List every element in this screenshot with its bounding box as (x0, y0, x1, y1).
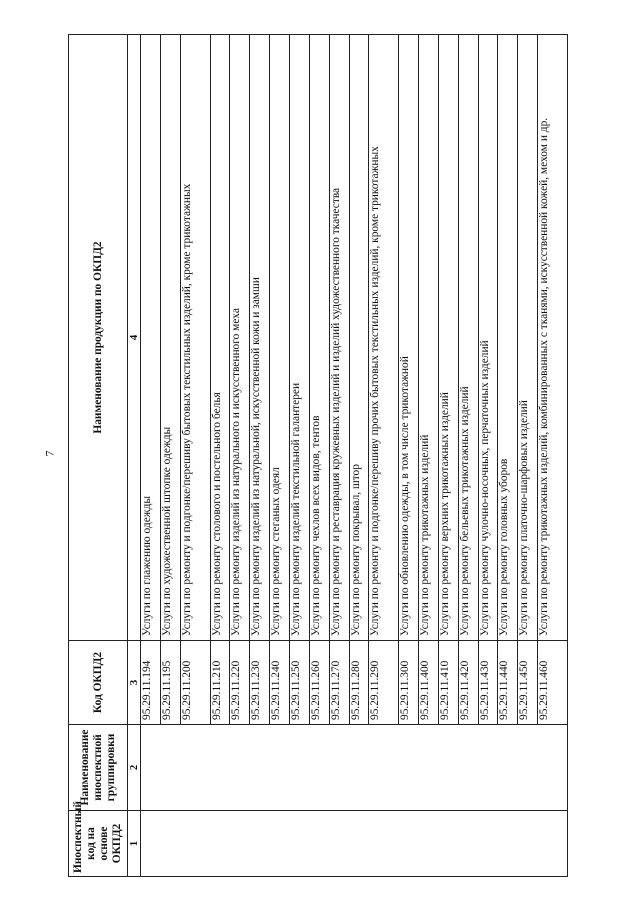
okpd2-code-cell: 95.29.11.300 (399, 641, 419, 725)
product-name-cell: Услуги по ремонту трикотажных изделий, комбинированных с тканями, искусственной кожей, мехом и др. (538, 35, 568, 641)
okpd2-code-cell: 95.29.11.240 (270, 641, 290, 725)
okpd2-code-cell: 95.29.11.410 (438, 641, 458, 725)
product-name-cell: Услуги по ремонту и реставрация кружевных изделий и изделий художественного ткачества (329, 35, 349, 641)
okpd2-code-cell: 95.29.11.280 (349, 641, 369, 725)
okpd2-code-cell: 95.29.11.220 (230, 641, 250, 725)
product-name-cell: Услуги по художественной штопке одежды (160, 35, 180, 641)
okpd2-table (68, 34, 568, 877)
empty-inospect-code-cell (141, 811, 568, 877)
okpd2-code-cell: 95.29.11.450 (518, 641, 538, 725)
table-row (141, 35, 161, 877)
page-number: 7 (42, 450, 57, 457)
product-name-cell: Услуги по ремонту чехлов всех видов, тентов (309, 35, 329, 641)
okpd2-code-cell: 95.29.11.210 (210, 641, 230, 725)
okpd2-code-cell: 95.29.11.200 (180, 641, 210, 725)
header-group-name: Наименование иноспектной группировки (69, 725, 128, 811)
product-name-cell: Услуги по ремонту и подгонке/перешиву прочих бытовых текстильных изделий, кроме трикотажных (369, 35, 399, 641)
product-name-cell: Услуги по ремонту головных уборов (498, 35, 518, 641)
product-name-cell: Услуги по ремонту и подгонке/перешиву бытовых текстильных изделий, кроме трикотажных (180, 35, 210, 641)
product-name-cell: Услуги по ремонту верхних трикотажных изделий (438, 35, 458, 641)
product-name-cell: Услуги по ремонту трикотажных изделий (419, 35, 439, 641)
product-name-cell: Услуги по ремонту платочно-шарфовых изделий (518, 35, 538, 641)
product-name-cell: Услуги по ремонту стеганых одеял (270, 35, 290, 641)
product-name-cell: Услуги по ремонту столового и постельного белья (210, 35, 230, 641)
okpd2-code-cell: 95.29.11.260 (309, 641, 329, 725)
table-body (141, 35, 568, 877)
column-number-row (128, 35, 141, 877)
okpd2-code-cell: 95.29.11.230 (250, 641, 270, 725)
okpd2-code-cell: 95.29.11.440 (498, 641, 518, 725)
column-number-4: 4 (128, 35, 141, 641)
empty-group-name-cell (141, 725, 568, 811)
column-number-1: 1 (128, 811, 141, 877)
table-header-row (69, 35, 128, 877)
product-name-cell: Услуги по ремонту покрывал, штор (349, 35, 369, 641)
column-number-3: 3 (128, 641, 141, 725)
okpd2-code-cell: 95.29.11.400 (419, 641, 439, 725)
product-name-cell: Услуги по ремонту изделий из натуральной, искусственной кожи и замши (250, 35, 270, 641)
okpd2-code-cell: 95.29.11.290 (369, 641, 399, 725)
okpd2-code-cell: 95.29.11.420 (458, 641, 478, 725)
column-number-2: 2 (128, 725, 141, 811)
okpd2-code-cell: 95.29.11.430 (478, 641, 498, 725)
product-name-cell: Услуги по обновлению одежды, в том числе трикотажной (399, 35, 419, 641)
okpd2-code-cell: 95.29.11.460 (538, 641, 568, 725)
okpd2-code-cell: 95.29.11.250 (289, 641, 309, 725)
rotated-table-container (68, 34, 568, 877)
okpd2-code-cell: 95.29.11.194 (141, 641, 161, 725)
header-inospect-code: Иноспектный код на основе ОКПД2 (69, 811, 128, 877)
product-name-cell: Услуги по ремонту изделий текстильной галантереи (289, 35, 309, 641)
header-okpd2-code: Код ОКПД2 (69, 641, 128, 725)
header-product-name: Наименование продукции по ОКПД2 (69, 35, 128, 641)
okpd2-code-cell: 95.29.11.195 (160, 641, 180, 725)
product-name-cell: Услуги по ремонту изделий из натурального и искусственного меха (230, 35, 250, 641)
product-name-cell: Услуги по ремонту чулочно-носочных, перчаточных изделий (478, 35, 498, 641)
okpd2-code-cell: 95.29.11.270 (329, 641, 349, 725)
product-name-cell: Услуги по ремонту бельевых трикотажных изделий (458, 35, 478, 641)
product-name-cell: Услуги по глажению одежды (141, 35, 161, 641)
